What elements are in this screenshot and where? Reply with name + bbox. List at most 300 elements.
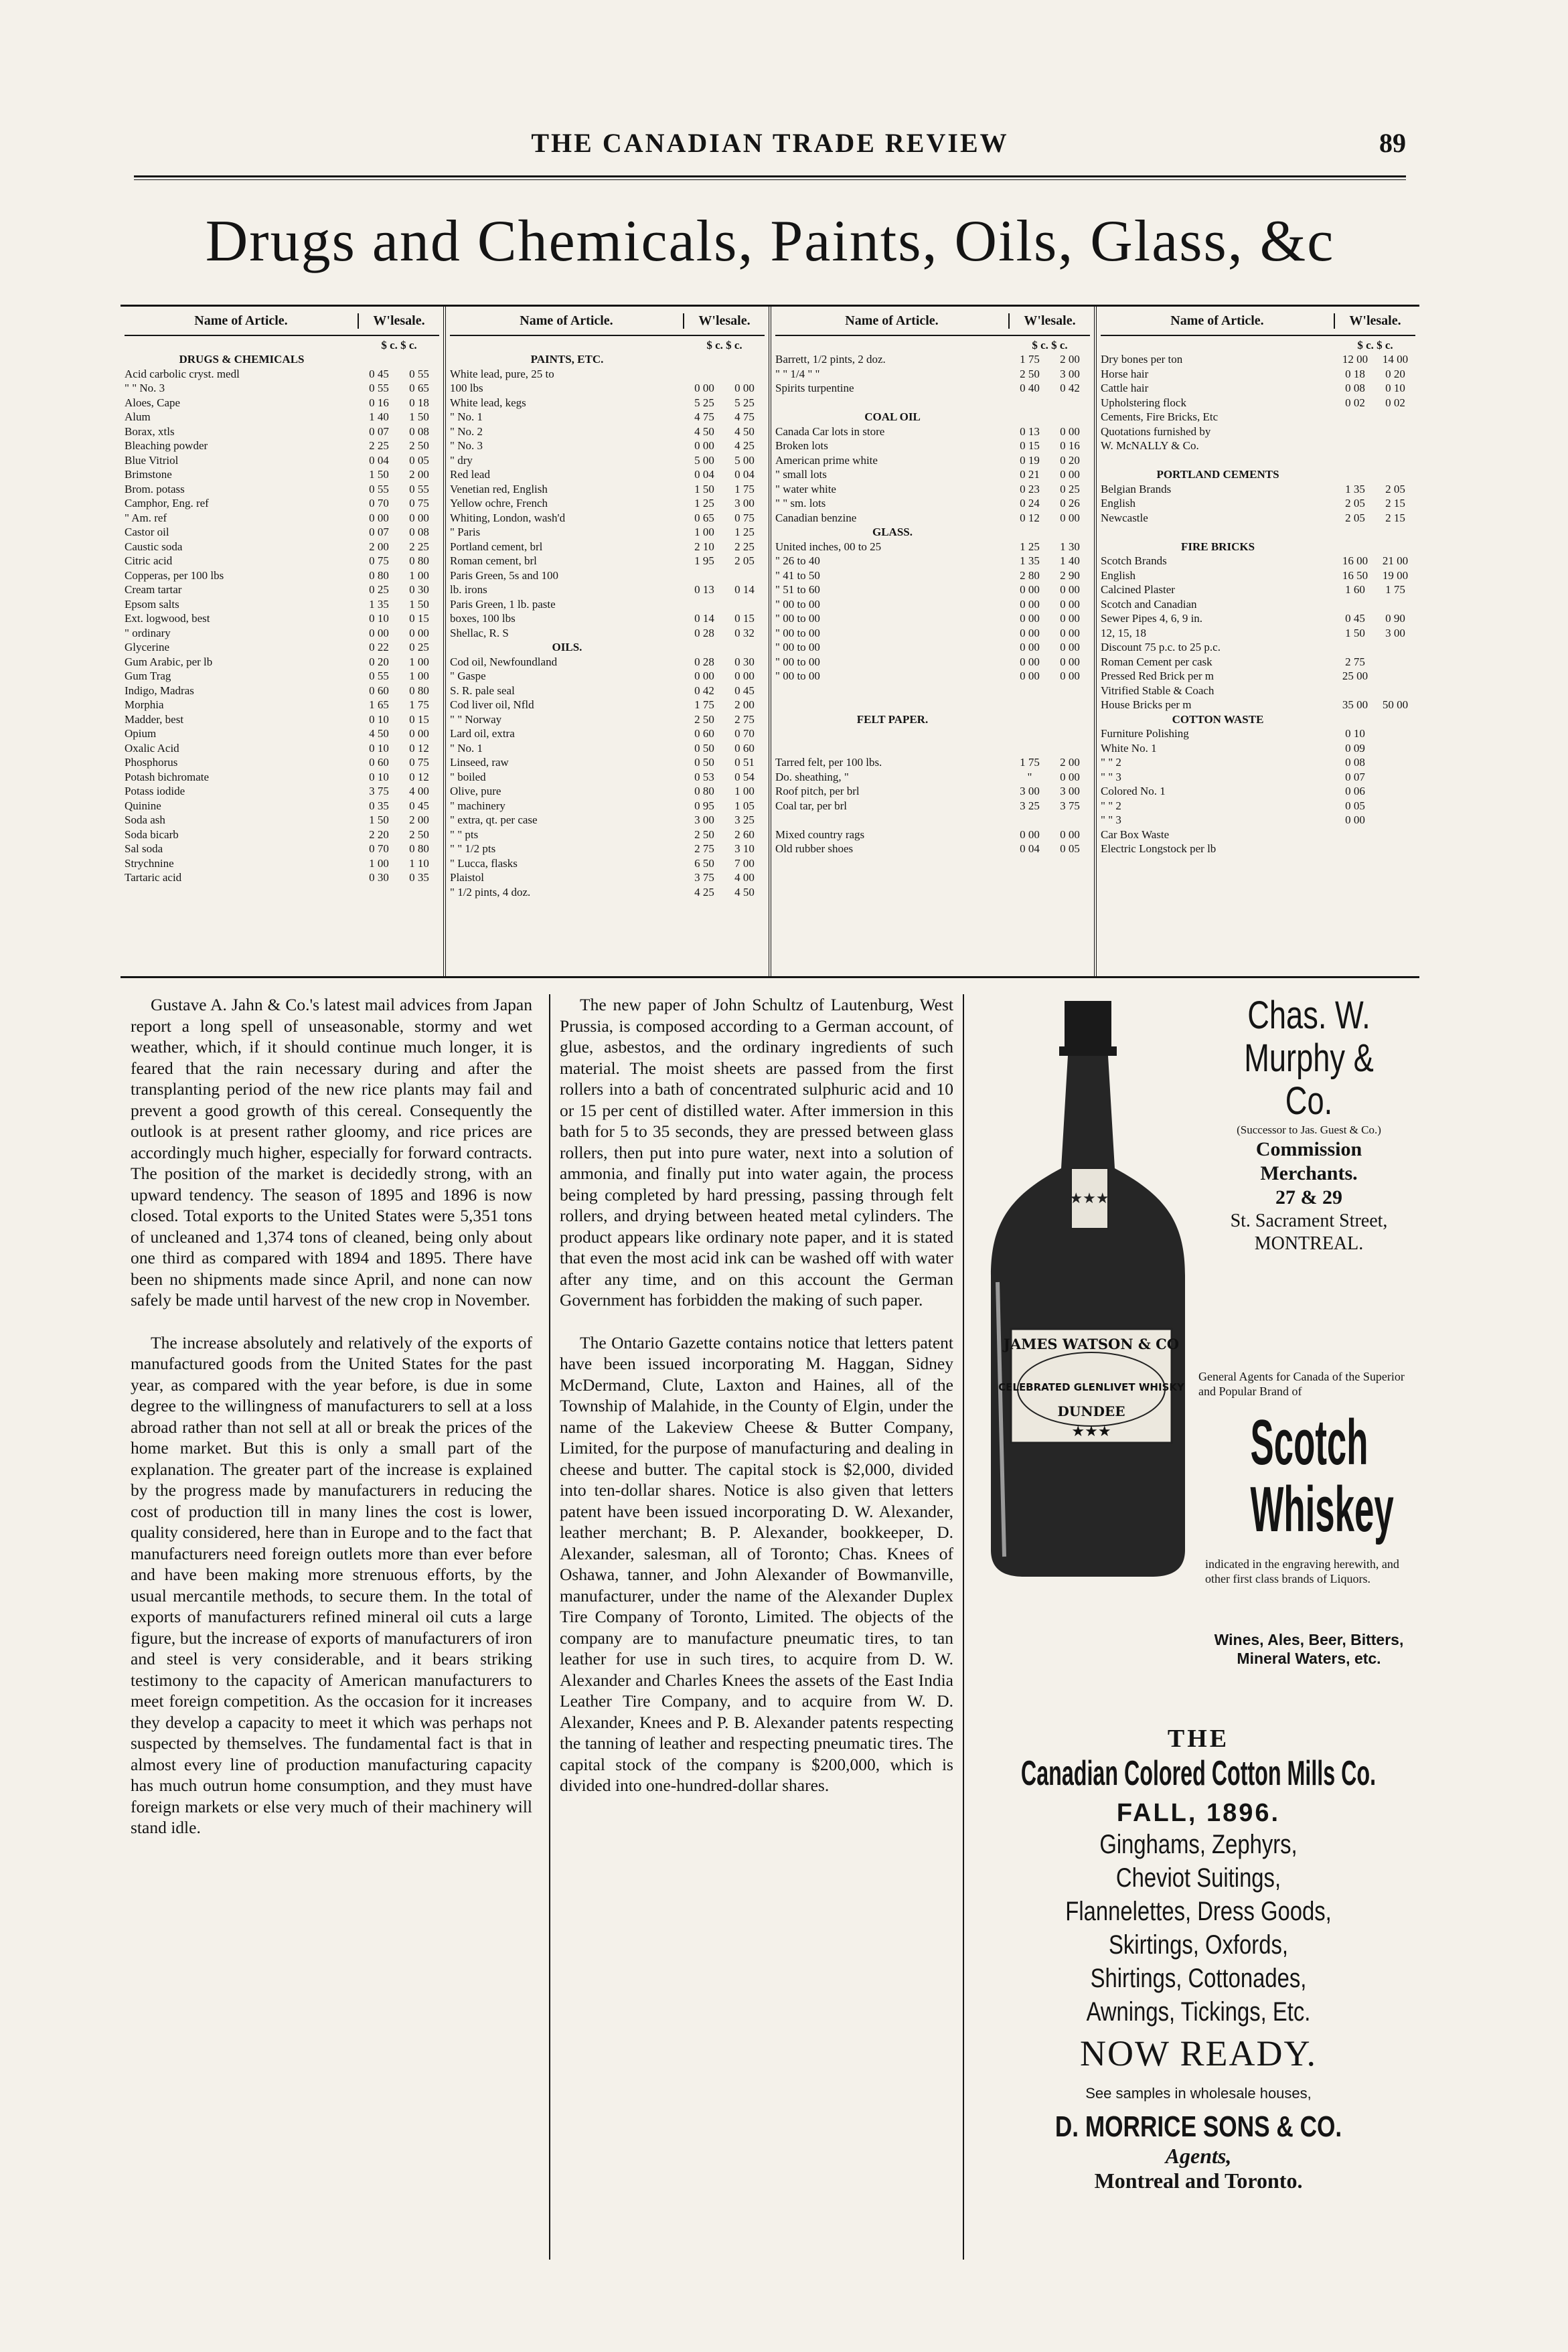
article-name: W. McNALLY & Co. [1101, 439, 1199, 452]
price-high: 0 55 [409, 367, 429, 380]
article-name: " " pts [450, 828, 479, 841]
price-high: 4 00 [409, 785, 429, 797]
column-header [125, 307, 439, 336]
goods-line: Cheviot Suitings, [1115, 1863, 1281, 1893]
article-us-exports: The increase absolutely and relatively of the exports of manufactured goods from the United States for the past year, as compared with the year before, is due in some degree to the willingness of manufacturers to sell at a loss abroad rather than not sell at all or break the prices of the home market. But this is only a small part of the explanation. The greater part of the increase is explained by the progress made by manufacturers in reducing the cost of production till in many lines the cost is lower, quality considered, here than in Europe and to the fact that manufacturers need foreign outlets more than ever before and have been making more strenuous efforts, by the usual mercantile methods, to secure them. In the total of exports of manufacturers refined mineral oil cuts a large figure, but the increase of exports of manufacturers of iron and steel is very considerable, and it bears striking testimony to the capacity of American manufacturers to meet foreign competition. As the occasion for it increases they develop a capacity to meet it which was perhaps not suspected by themselves. The fundamental fact is that in almost every line of production manufacturing capacity has much outrun home consumption, and they must have foreign markets or else very much of their machinery will stand idle. [131, 1332, 532, 1837]
price-row [775, 424, 1090, 439]
price-row [125, 540, 439, 554]
article-name: boxes, 100 lbs [450, 612, 516, 625]
article-name: Cream tartar [125, 583, 182, 596]
price-high: 0 00 [1060, 511, 1080, 524]
price-row [125, 770, 439, 785]
price-row [125, 467, 439, 482]
price-row [125, 597, 439, 612]
article-name: Phosphorus [125, 756, 178, 769]
price-row [450, 482, 765, 497]
price-row [775, 842, 1090, 856]
price-low: 1 60 [1345, 583, 1365, 596]
price-low [1335, 467, 1375, 482]
price-low: 0 04 [1020, 842, 1040, 855]
price-high: 0 02 [1385, 396, 1405, 409]
price-low: 0 15 [1020, 439, 1040, 452]
price-row [450, 381, 765, 396]
article-name: Venetian red, English [450, 482, 548, 495]
price-row [125, 813, 439, 828]
article-name: Ext. logwood, best [125, 612, 210, 625]
article-name: Sewer Pipes 4, 6, 9 in. [1101, 612, 1203, 625]
price-high [1050, 525, 1090, 540]
article-name: Sal soda [125, 842, 163, 855]
price-row [775, 453, 1090, 468]
price-high: 0 75 [409, 497, 429, 509]
column-header [775, 307, 1090, 336]
price-row [450, 684, 765, 698]
price-row [450, 726, 765, 741]
article-name: Soda ash [125, 813, 165, 826]
price-high: 0 54 [734, 770, 755, 783]
article-name: Cod oil, Newfoundland [450, 655, 558, 668]
price-row [450, 640, 765, 655]
article-name [775, 396, 1010, 410]
price-row [775, 626, 1090, 641]
price-high [399, 352, 439, 367]
price-row [450, 410, 765, 424]
price-row [450, 467, 765, 482]
price-row [1101, 482, 1415, 497]
article-name: FELT PAPER. [856, 712, 929, 726]
price-high: 0 14 [734, 583, 755, 596]
price-row [775, 741, 1090, 756]
label-product: CELEBRATED GLENLIVET WHISKY [998, 1381, 1184, 1393]
price-high [1375, 813, 1415, 828]
price-low: 0 10 [369, 741, 389, 755]
article-name: PAINTS, ETC. [530, 353, 604, 366]
price-row [125, 611, 439, 626]
article-name: Canadian benzine [775, 511, 857, 524]
price-low: 0 50 [694, 741, 714, 755]
price-high: 0 00 [1060, 641, 1080, 653]
agent-firm: D. MORRICE SONS & CO. [1054, 2110, 1342, 2143]
price-low: 1 00 [694, 526, 714, 538]
price-low [1010, 813, 1050, 828]
price-row [450, 784, 765, 799]
price-high: 3 00 [1385, 626, 1405, 639]
price-high: 3 10 [734, 842, 755, 855]
article-name: Gum Trag [125, 670, 171, 682]
price-high: 0 30 [409, 583, 429, 596]
article-name: " No. 1 [450, 410, 483, 423]
price-row [1101, 626, 1415, 641]
price-row [1101, 410, 1415, 424]
price-low: 0 02 [1345, 396, 1365, 409]
price-low: 1 50 [369, 468, 389, 481]
price-high: 0 30 [734, 655, 755, 668]
price-low: 0 09 [1345, 741, 1365, 755]
name-header: Name of Article. [194, 313, 288, 328]
price-high [724, 597, 765, 612]
price-high: 0 00 [1060, 626, 1080, 639]
price-high: 0 20 [1385, 367, 1405, 380]
article-name: Do. sheathing, " [775, 770, 849, 783]
price-high: 2 25 [734, 540, 755, 553]
article-name: Quotations furnished by [1101, 424, 1211, 438]
agent-cities: Montreal and Toronto. [1094, 2169, 1303, 2193]
price-high [1375, 784, 1415, 799]
price-row [775, 669, 1090, 684]
price-row [125, 352, 439, 367]
price-row [775, 352, 1090, 367]
price-row [450, 453, 765, 468]
article-name: Roof pitch, per brl [775, 785, 860, 797]
price-low: 3 00 [1020, 785, 1040, 797]
price-low [359, 352, 399, 367]
price-row [775, 396, 1090, 410]
price-row [775, 684, 1090, 698]
price-low: 0 28 [694, 626, 714, 639]
price-row [125, 726, 439, 741]
article-name: Coal tar, per brl [775, 799, 847, 812]
price-row [450, 842, 765, 856]
price-high: 2 00 [1060, 353, 1080, 366]
price-low [1335, 640, 1375, 655]
price-high: 0 25 [1060, 482, 1080, 495]
price-low: 0 00 [694, 382, 714, 394]
price-row [1101, 755, 1415, 770]
price-row [775, 755, 1090, 770]
price-high [1375, 828, 1415, 842]
price-low [684, 367, 724, 382]
price-high [1375, 669, 1415, 684]
price-row [775, 770, 1090, 785]
price-low: 4 50 [369, 727, 389, 740]
price-low [1335, 712, 1375, 727]
price-low: 0 21 [1020, 468, 1040, 481]
price-low: 0 05 [1345, 799, 1365, 812]
article-name: " 00 to 00 [775, 655, 820, 668]
price-low: 0 04 [369, 453, 389, 467]
price-row [450, 582, 765, 597]
article-name: " Gaspe [450, 670, 486, 682]
price-row [1101, 554, 1415, 568]
article-name: DRUGS & CHEMICALS [179, 353, 305, 366]
article-name: Camphor, Eng. ref [125, 497, 209, 509]
article-name: Indigo, Madras [125, 684, 194, 697]
article-name: " 00 to 00 [775, 612, 820, 625]
price-low [1335, 410, 1375, 424]
murphy-advertisement [1205, 994, 1413, 1255]
article-name: " " 2 [1101, 756, 1121, 769]
article-name: Cattle hair [1101, 382, 1149, 394]
samples-note: See samples in wholesale houses, [1085, 2085, 1312, 2102]
price-table [121, 305, 1419, 978]
price-row [125, 712, 439, 727]
price-high: 0 00 [1060, 770, 1080, 783]
article-name: Citric acid [125, 554, 173, 567]
price-low [1335, 439, 1375, 453]
article-name: " 1/2 pints, 4 doz. [450, 885, 531, 898]
wines-list: Wines, Ales, Beer, Bitters, Mineral Waters, etc. [1214, 1631, 1404, 1667]
price-low: 0 06 [1345, 785, 1365, 797]
price-high: 4 75 [734, 410, 755, 423]
article-name [775, 741, 1010, 756]
price-high: 3 25 [734, 813, 755, 826]
price-high: 0 35 [409, 871, 429, 884]
price-low: 0 07 [369, 424, 389, 438]
price-high: 2 00 [734, 698, 755, 711]
price-row [1101, 424, 1415, 439]
article-name: " 51 to 60 [775, 583, 820, 596]
header-rule [134, 175, 1406, 177]
header-rule-thin [134, 179, 1406, 180]
price-high: 0 15 [734, 612, 755, 625]
price-high: 0 51 [734, 756, 755, 769]
price-high: 2 00 [1060, 756, 1080, 769]
price-high [724, 568, 765, 583]
price-high [1375, 453, 1415, 468]
price-low: 2 75 [694, 842, 714, 855]
price-low: 2 50 [694, 828, 714, 841]
price-rows [775, 352, 1090, 856]
price-high: 4 50 [734, 885, 755, 898]
price-low: 0 08 [1345, 382, 1365, 394]
price-row [450, 568, 765, 583]
price-high [1375, 640, 1415, 655]
column-header [450, 307, 765, 336]
price-low: 4 25 [694, 885, 714, 898]
price-row [125, 582, 439, 597]
price-low [1010, 741, 1050, 756]
price-row [775, 554, 1090, 568]
price-row [775, 511, 1090, 526]
price-low: 1 75 [694, 698, 714, 711]
advertiser-name: Chas. W. Murphy & Co. [1244, 994, 1374, 1123]
article-name: " " 3 [1101, 813, 1121, 826]
price-low [1335, 453, 1375, 468]
article-name: S. R. pale seal [450, 684, 515, 697]
article-name: Glycerine [125, 641, 170, 653]
price-high: 0 20 [1060, 453, 1080, 467]
price-row [125, 439, 439, 453]
article-name: Strychnine [125, 856, 174, 870]
price-row [125, 424, 439, 439]
article-name: Acid carbolic cryst. medl [125, 367, 240, 380]
goods-line: Ginghams, Zephyrs, [1099, 1830, 1298, 1859]
price-row [125, 511, 439, 526]
article-name: FIRE BRICKS [1180, 540, 1255, 553]
price-low: 3 75 [369, 785, 389, 797]
price-high: 50 00 [1382, 698, 1409, 711]
price-high: 0 32 [734, 626, 755, 639]
article-name: Upholstering flock [1101, 396, 1186, 409]
article-name: White lead, kegs [450, 396, 526, 409]
price-high: 0 04 [734, 468, 755, 481]
price-row [1101, 684, 1415, 698]
price-row [450, 669, 765, 684]
label-city: DUNDEE [1057, 1403, 1125, 1419]
price-high: 1 00 [409, 670, 429, 682]
article-name: Madder, best [125, 712, 184, 726]
price-row [1101, 352, 1415, 367]
price-high: 2 50 [409, 439, 429, 452]
article-name: Brimstone [125, 468, 172, 481]
advertisements [984, 994, 1413, 2260]
price-low: 2 25 [369, 439, 389, 452]
name-header: Name of Article. [1170, 313, 1264, 328]
price-low: 5 25 [694, 396, 714, 409]
section-banner: Drugs and Chemicals, Paints, Oils, Glass, &c [205, 209, 1335, 274]
price-low: 4 75 [694, 410, 714, 423]
price-low: 0 14 [694, 612, 714, 625]
article-name: " No. 3 [450, 439, 483, 452]
price-row [1101, 439, 1415, 453]
goods-line: Awnings, Tickings, Etc. [1086, 1997, 1311, 2027]
price-high: 0 15 [409, 712, 429, 726]
price-low [1010, 396, 1050, 410]
price-row [450, 870, 765, 885]
price-header: W'lesale. [1334, 313, 1415, 329]
price-row [125, 381, 439, 396]
price-row [450, 367, 765, 382]
price-low: 0 70 [369, 842, 389, 855]
article-name: Yellow ochre, French [450, 497, 548, 509]
article-name [775, 726, 1010, 741]
commission-merchants: Commission Merchants. [1255, 1138, 1362, 1184]
price-high: 1 50 [409, 410, 429, 423]
price-high: 0 00 [734, 670, 755, 682]
price-low: 0 18 [1345, 367, 1365, 380]
price-low [1010, 410, 1050, 424]
price-high: 0 00 [1060, 597, 1080, 611]
article-name: White No. 1 [1101, 741, 1157, 755]
price-high [1375, 684, 1415, 698]
article-name: Old rubber shoes [775, 842, 854, 855]
price-high: 1 40 [1060, 554, 1080, 567]
article-name: " 00 to 00 [775, 626, 820, 639]
article-name: Discount 75 p.c. to 25 p.c. [1101, 641, 1221, 653]
price-row [450, 799, 765, 813]
price-high: 3 00 [1060, 785, 1080, 797]
price-high: 0 00 [1060, 828, 1080, 841]
price-low [1335, 525, 1375, 540]
price-row [1101, 597, 1415, 612]
price-row [450, 424, 765, 439]
price-high: 7 00 [734, 856, 755, 870]
price-high [1375, 799, 1415, 813]
svg-text:★★★: ★★★ [1069, 1190, 1109, 1207]
price-row [1101, 726, 1415, 741]
price-row [125, 482, 439, 497]
price-high: 1 00 [409, 568, 429, 582]
price-high: 0 00 [1060, 670, 1080, 682]
article-name: Newcastle [1101, 511, 1148, 524]
price-high: 0 00 [734, 382, 755, 394]
price-row [1101, 611, 1415, 626]
price-low: 0 13 [1020, 424, 1040, 438]
price-low: 0 00 [1020, 655, 1040, 668]
price-row [1101, 525, 1415, 540]
price-row [450, 828, 765, 842]
article-name: OILS. [552, 641, 582, 653]
article-name: " 00 to 00 [775, 597, 820, 611]
article-name: Vitrified Stable & Coach [1101, 684, 1214, 697]
price-high: 0 90 [1385, 612, 1405, 625]
article-name: Whiting, London, wash'd [450, 511, 566, 524]
article-name: Borax, xtls [125, 424, 175, 438]
price-row [775, 439, 1090, 453]
price-row [1101, 511, 1415, 526]
article-name: Brom. potass [125, 482, 185, 495]
price-low: 0 13 [694, 583, 714, 596]
article-name: COTTON WASTE [1172, 712, 1264, 726]
price-high: 2 00 [409, 813, 429, 826]
price-rows [450, 352, 765, 899]
price-low: 16 50 [1342, 568, 1368, 582]
price-high [1050, 726, 1090, 741]
price-low [1335, 684, 1375, 698]
article-name: Belgian Brands [1101, 482, 1172, 495]
price-high: 0 00 [1060, 583, 1080, 596]
price-row [450, 396, 765, 410]
price-row [775, 381, 1090, 396]
running-header [134, 127, 1406, 167]
mills-name: Canadian Colored Cotton Mills Co. [1020, 1754, 1377, 1793]
price-high: 3 00 [734, 497, 755, 509]
brand-note: indicated in the engraving herewith, and other first class brands of Liquors. [1205, 1557, 1399, 1585]
price-low: 0 00 [1020, 641, 1040, 653]
price-low: 0 07 [1345, 770, 1365, 783]
price-low: 0 00 [1020, 626, 1040, 639]
article-name: Car Box Waste [1101, 828, 1170, 841]
price-high: 0 70 [734, 727, 755, 740]
price-low [1335, 842, 1375, 856]
article-name: Plaistol [450, 871, 485, 884]
article-name [1101, 453, 1335, 468]
price-row [775, 582, 1090, 597]
price-low: 0 35 [369, 799, 389, 812]
article-name: Colored No. 1 [1101, 785, 1166, 797]
price-high: 19 00 [1382, 568, 1409, 582]
cotton-mills-advertisement [984, 1724, 1413, 2193]
name-header: Name of Article. [520, 313, 613, 328]
price-row [775, 640, 1090, 655]
price-high [1375, 726, 1415, 741]
price-high: 2 50 [409, 828, 429, 841]
price-row [775, 410, 1090, 424]
article-name: COAL OIL [864, 410, 921, 423]
price-high: 1 30 [1060, 540, 1080, 553]
article-name: Lard oil, extra [450, 727, 515, 740]
price-low: 0 65 [694, 511, 714, 524]
price-row [125, 496, 439, 511]
price-low: 2 80 [1020, 568, 1040, 582]
price-high: 0 25 [409, 641, 429, 653]
article-name: lb. irons [450, 583, 487, 596]
price-low: 0 55 [369, 382, 389, 394]
price-row [775, 799, 1090, 813]
price-low: 0 95 [694, 799, 714, 812]
price-low: 0 55 [369, 670, 389, 682]
price-column-1 [121, 307, 446, 976]
price-high [1375, 770, 1415, 785]
price-high [724, 352, 765, 367]
price-low: 2 00 [369, 540, 389, 553]
price-high: 3 75 [1060, 799, 1080, 812]
price-row [1101, 669, 1415, 684]
price-low: 1 75 [1020, 756, 1040, 769]
price-low: 0 16 [369, 396, 389, 409]
article-ontario-gazette: The Ontario Gazette contains notice that letters patent have been issued incorporating M. Haggan, Sidney McDermand, Clute, Laxton and Haines, all of the Township of Malahide, in the County of Elgin, under the name of the Lakeview Cheese & Butter Company, Limited, for the purpose of manufacturing and dealing in cheese and butter. The capital stock is $2,000, divided into ten-dollar shares. Notice is also given that letters patent have been issued incorporating D. W. Alexander, leather merchant; B. P. Alexander, bookkeeper, D. Alexander, salesman, all of Toronto; Chas. Knees of Oshawa, tanner, and John Alexander of Bowmanville, manufacturer, under the name of the Alexander Duplex Tire Company of Toronto, Limited. The objects of the company are to manufacture pneumatic tires, to tan leather for use in such tires, to acquire from D. W. Alexander and Charles Knees the assets of the East India Leather Tire Company, and to acquire from W. D. Alexander, Knees and P. B. Alexander patents respecting the tanning of leather and respecting pneumatic tires. The capital stock of the company is $200,000, which is divided into one-hundred-dollar shares. [560, 1332, 953, 1795]
article-name: Mixed country rags [775, 828, 865, 841]
